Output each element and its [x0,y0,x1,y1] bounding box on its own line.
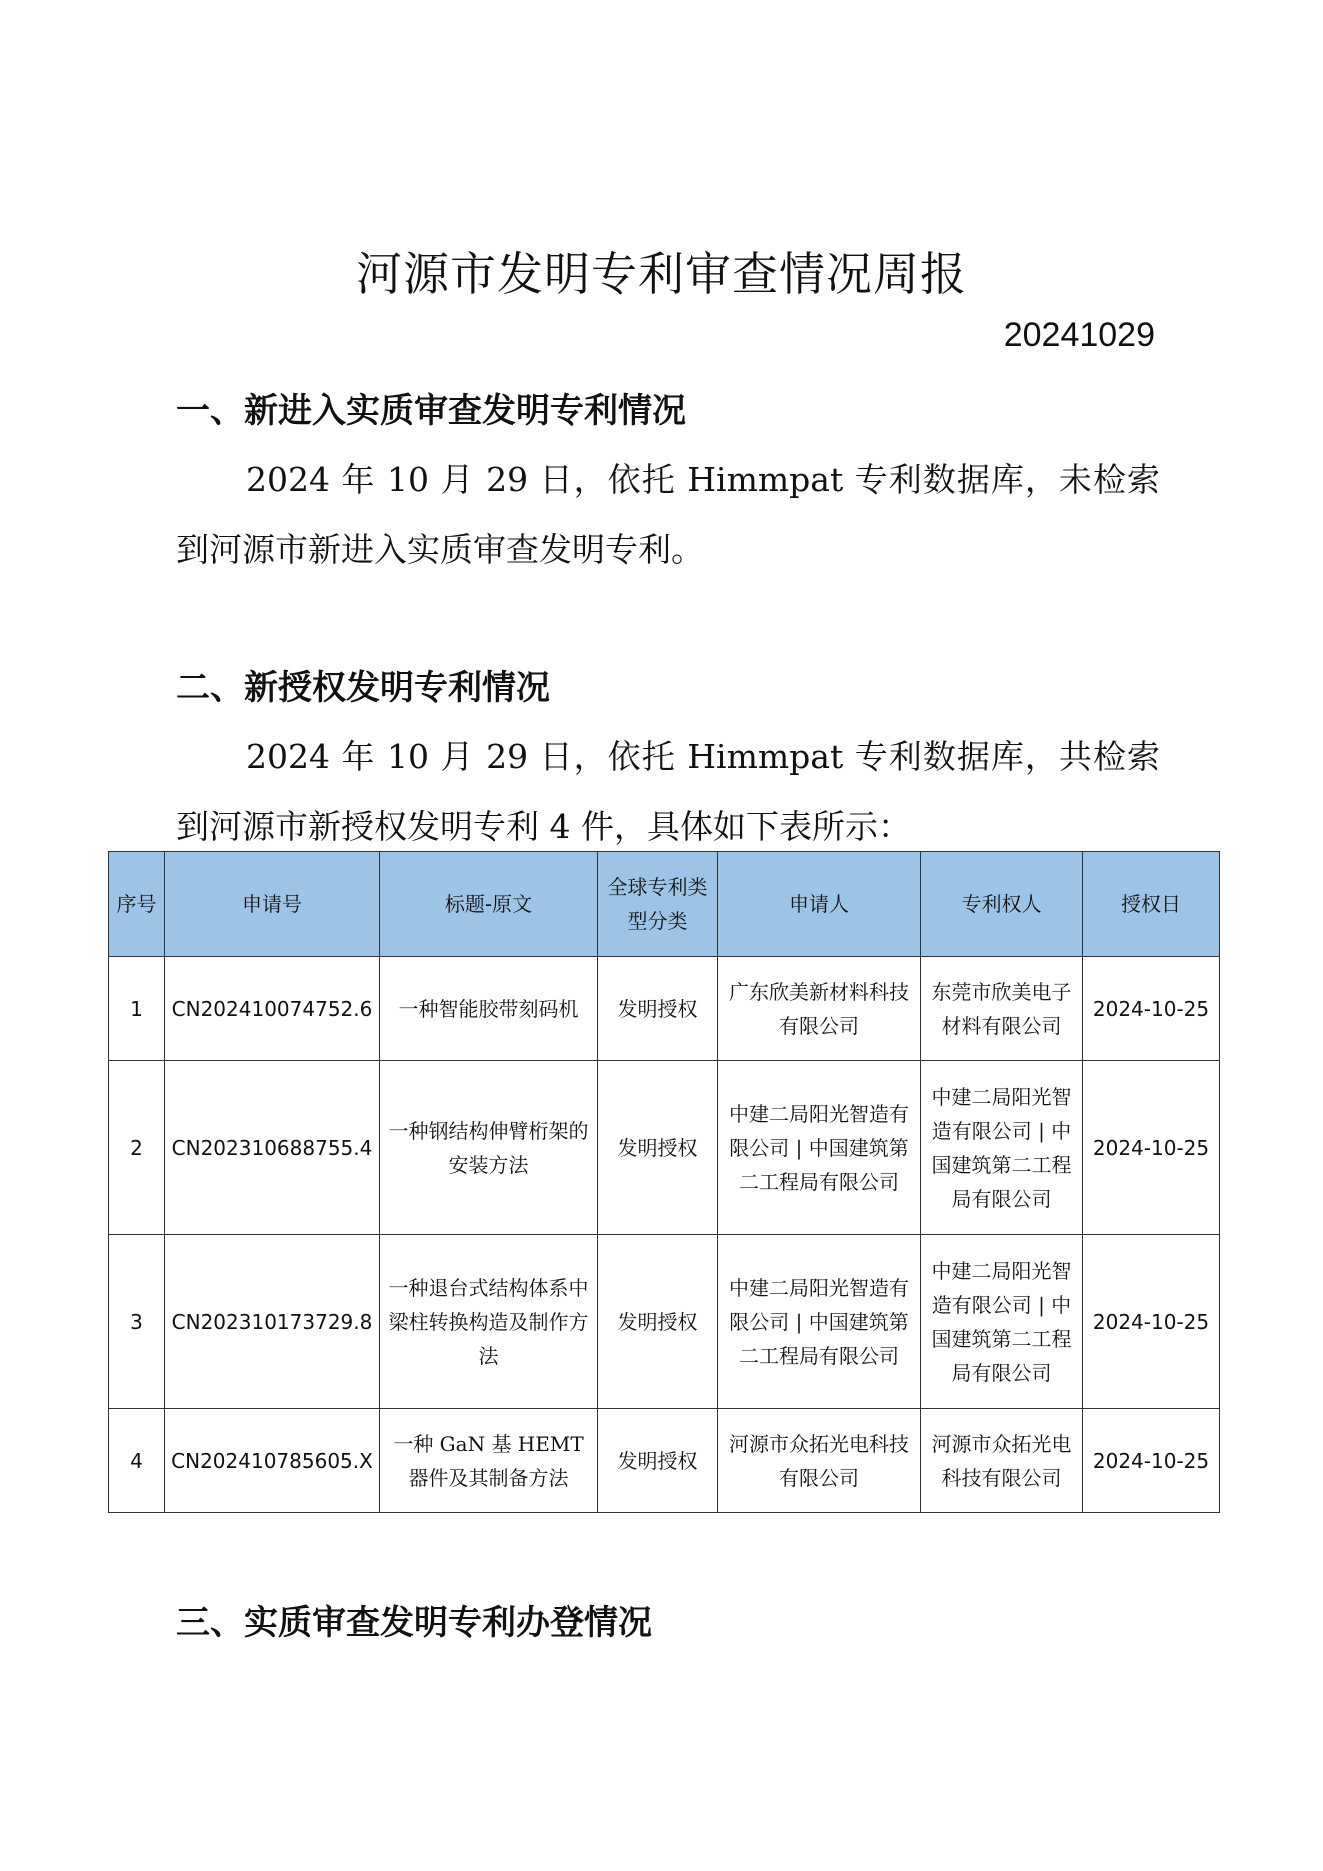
cell-index: 2 [109,1061,165,1235]
header-applicant: 申请人 [718,852,921,957]
cell-application-number: CN202410074752.6 [165,957,380,1061]
cell-grant-date: 2024-10-25 [1083,957,1220,1061]
cell-patentee: 中建二局阳光智造有限公司 | 中国建筑第二工程局有限公司 [921,1061,1083,1235]
cell-patent-type: 发明授权 [598,957,718,1061]
section-paragraph-2: 2024 年 10 月 29 日，依托 Himmpat 专利数据库，共检索到河源市新授权发明专利 4 件，具体如下表所示： [176,737,1160,846]
section-heading-1: 一、新进入实质审查发明专利情况 [176,391,686,431]
cell-grant-date: 2024-10-25 [1083,1409,1220,1513]
header-patentee: 专利权人 [921,852,1083,957]
table-row [109,1061,1220,1235]
cell-index: 4 [109,1409,165,1513]
cell-title: 一种智能胶带刻码机 [380,957,598,1061]
table-row [109,1235,1220,1409]
cell-application-number: CN202310173729.8 [165,1235,380,1409]
cell-application-number: CN202310688755.4 [165,1061,380,1235]
cell-patentee: 东莞市欣美电子材料有限公司 [921,957,1083,1061]
cell-index: 3 [109,1235,165,1409]
cell-patent-type: 发明授权 [598,1235,718,1409]
section-heading-3: 三、实质审查发明专利办登情况 [176,1603,652,1643]
cell-applicant: 广东欣美新材料科技有限公司 [718,957,921,1061]
cell-title: 一种钢结构伸臂桁架的安装方法 [380,1061,598,1235]
cell-applicant: 中建二局阳光智造有限公司 | 中国建筑第二工程局有限公司 [718,1061,921,1235]
cell-application-number: CN202410785605.X [165,1409,380,1513]
patent-table [108,851,1220,1513]
header-patent-type: 全球专利类型分类 [598,852,718,957]
report-date: 20241029 [1003,316,1155,354]
header-grant-date: 授权日 [1083,852,1220,957]
section-heading-2: 二、新授权发明专利情况 [176,668,550,708]
cell-index: 1 [109,957,165,1061]
cell-patent-type: 发明授权 [598,1409,718,1513]
cell-applicant: 河源市众拓光电科技有限公司 [718,1409,921,1513]
header-title: 标题-原文 [380,852,598,957]
cell-title: 一种退台式结构体系中梁柱转换构造及制作方法 [380,1235,598,1409]
cell-grant-date: 2024-10-25 [1083,1235,1220,1409]
section-paragraph-1: 2024 年 10 月 29 日，依托 Himmpat 专利数据库，未检索到河源市新进入实质审查发明专利。 [176,460,1160,569]
page-title: 河源市发明专利审查情况周报 [356,247,967,301]
cell-patent-type: 发明授权 [598,1061,718,1235]
cell-applicant: 中建二局阳光智造有限公司 | 中国建筑第二工程局有限公司 [718,1235,921,1409]
cell-title: 一种 GaN 基 HEMT 器件及其制备方法 [380,1409,598,1513]
cell-grant-date: 2024-10-25 [1083,1061,1220,1235]
table-row [109,957,1220,1061]
table-row [109,1409,1220,1513]
header-application-number: 申请号 [165,852,380,957]
table-header-row [109,852,1220,957]
header-index: 序号 [109,852,165,957]
cell-patentee: 河源市众拓光电科技有限公司 [921,1409,1083,1513]
cell-patentee: 中建二局阳光智造有限公司 | 中国建筑第二工程局有限公司 [921,1235,1083,1409]
